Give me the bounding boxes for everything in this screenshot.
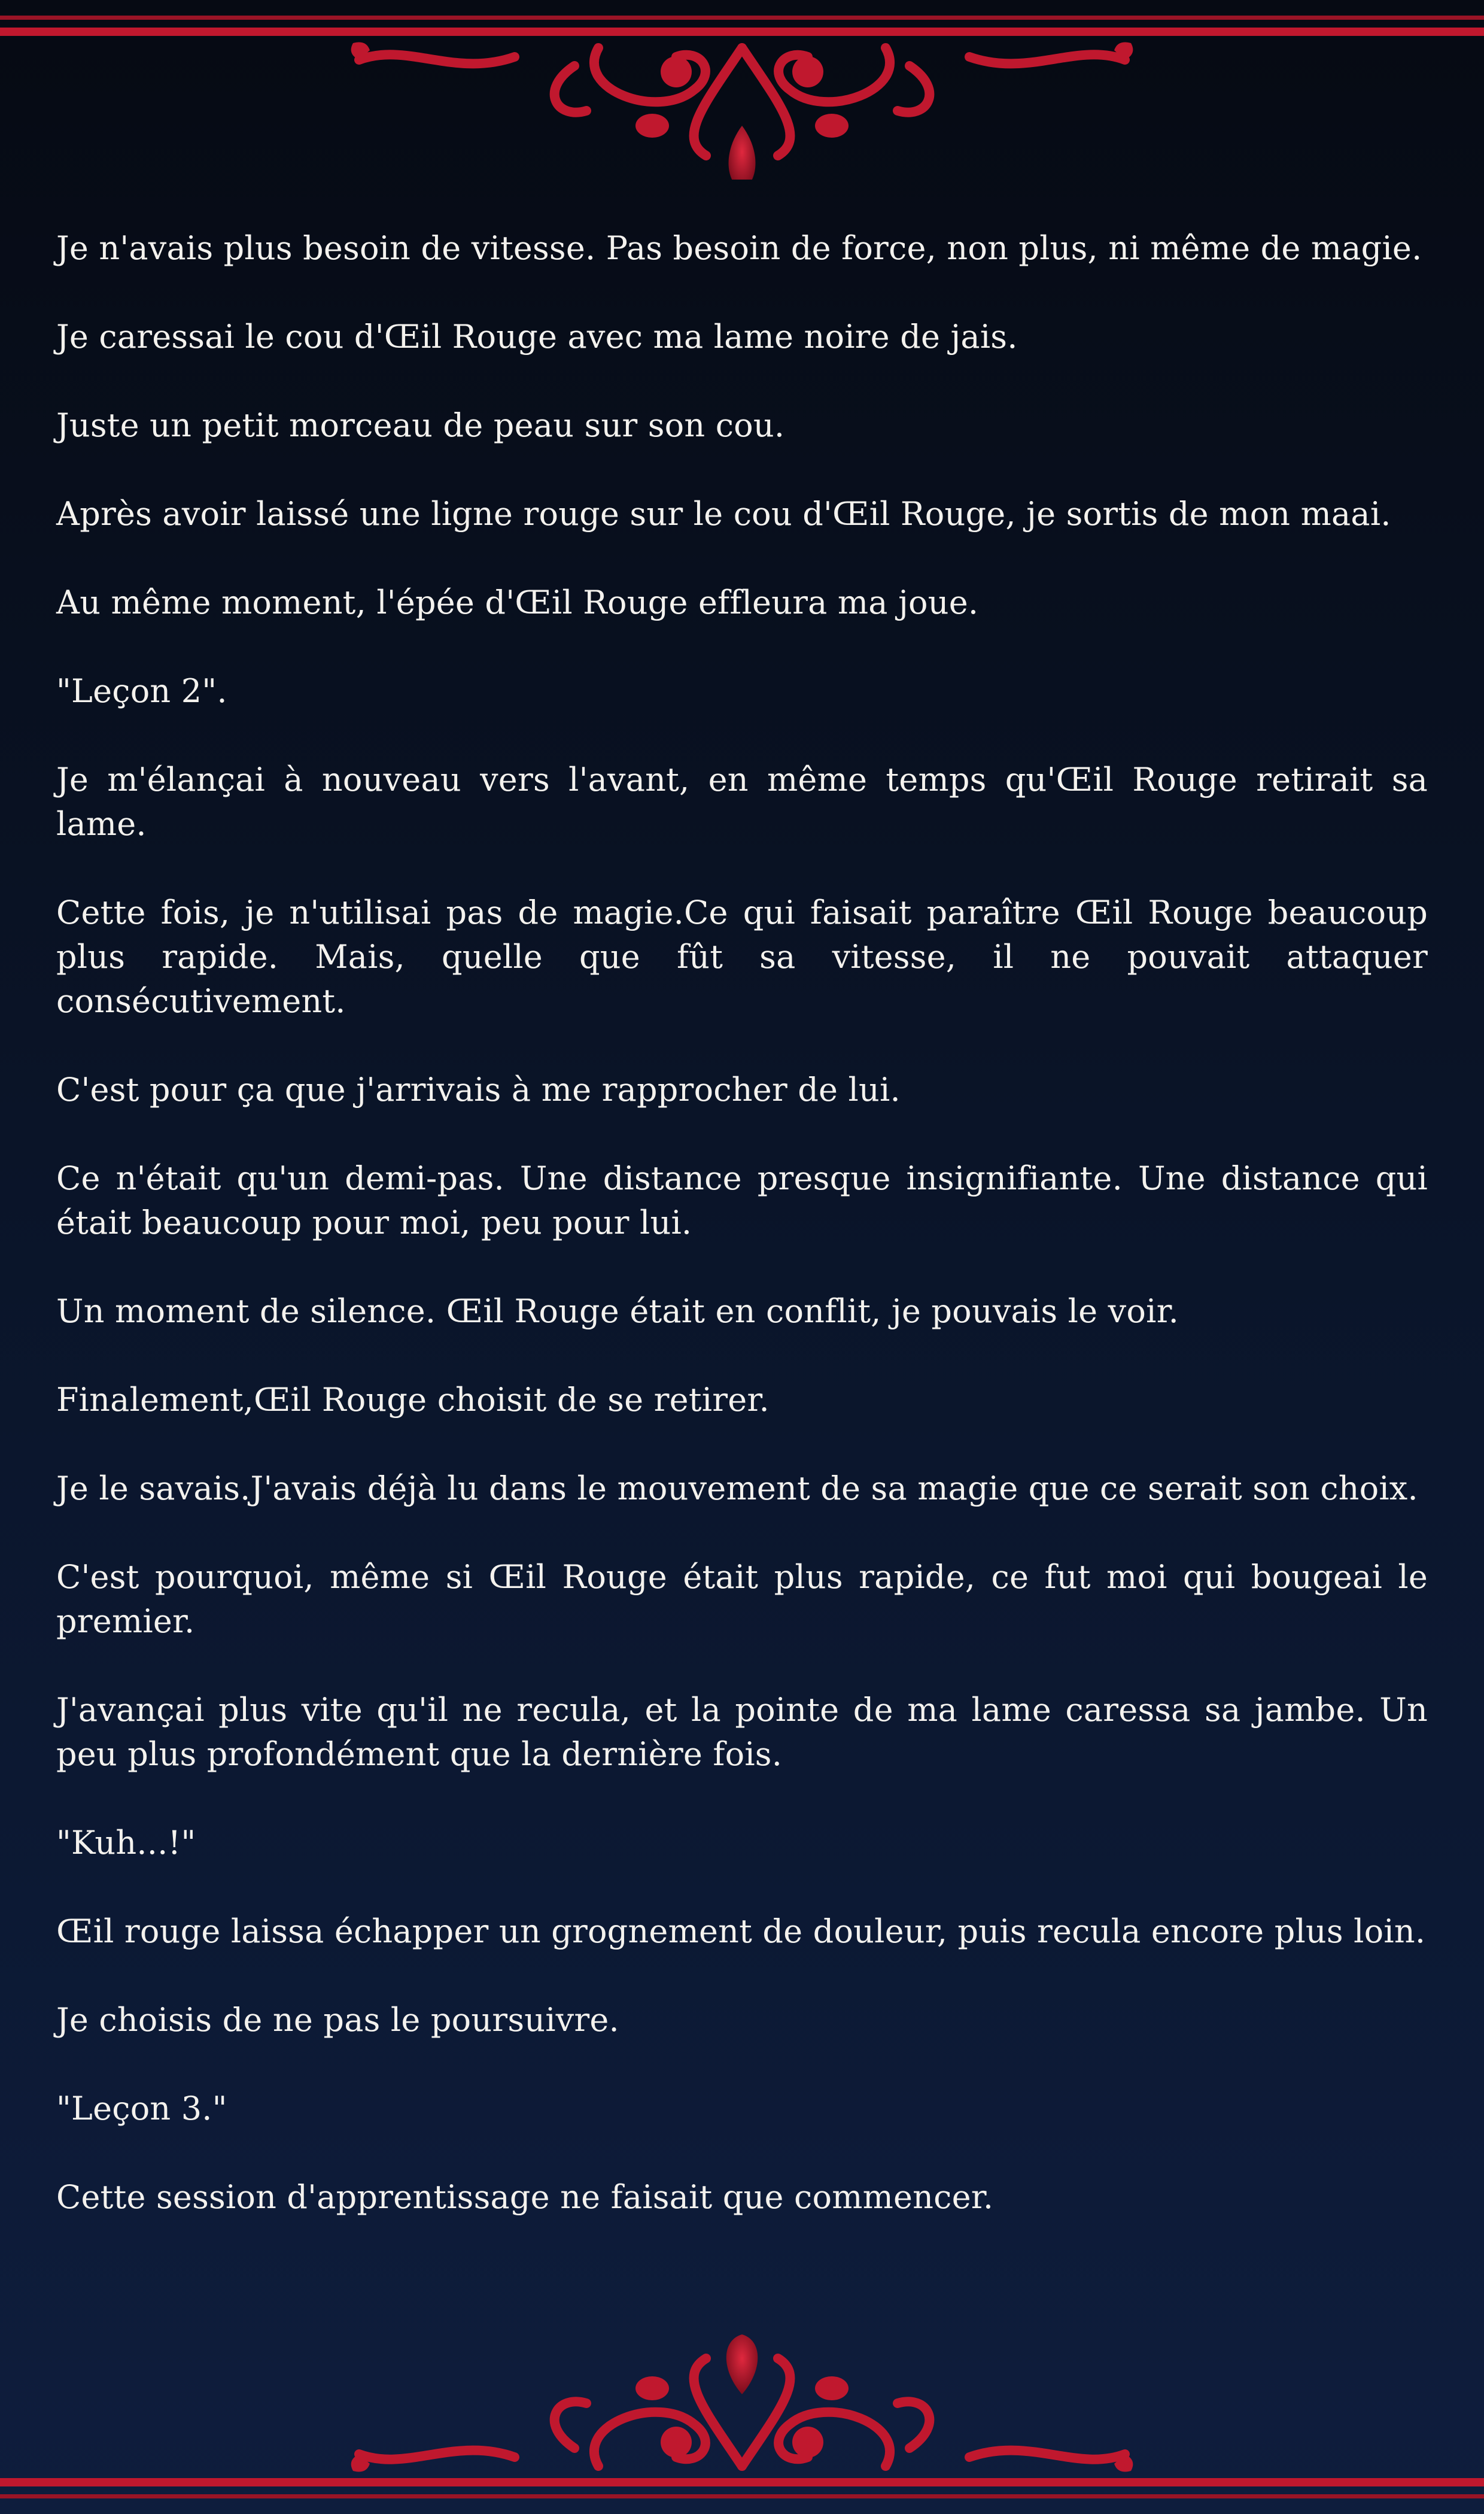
paragraph: Cette session d'apprentissage ne faisait que commencer. [56, 2178, 994, 2216]
top-drop-ornament [729, 126, 756, 180]
top-ornament-band [0, 0, 1484, 180]
story-text [56, 226, 1428, 2264]
paragraph: Un moment de silence. Œil Rouge était en conflit, je pouvais le voir. [56, 1292, 1179, 1330]
paragraph: C'est pour ça que j'arrivais à me rapprocher de lui. [56, 1071, 901, 1109]
paragraph: "Leçon 3." [56, 2090, 227, 2127]
top-border-line-thick [0, 28, 1484, 36]
paragraph: Juste un petit morceau de peau sur son cou. [56, 406, 785, 444]
paragraph: Je le savais.J'avais déjà lu dans le mouvement de sa magie que ce serait son choix. [56, 1469, 1418, 1507]
bottom-border-line-thin [0, 2494, 1484, 2498]
top-ornament [0, 0, 1484, 180]
top-flourish-fills [351, 42, 1133, 138]
paragraph: Je choisis de ne pas le poursuivre. [56, 2001, 619, 2039]
bottom-ornament [0, 2334, 1484, 2514]
paragraph: Je caressai le cou d'Œil Rouge avec ma lame noire de jais. [56, 318, 1018, 356]
paragraph: "Leçon 2". [56, 672, 227, 710]
bottom-drop-ornament [726, 2334, 758, 2394]
bottom-ornament-band [0, 2334, 1484, 2514]
paragraph: Je n'avais plus besoin de vitesse. Pas besoin de force, non plus, ni même de magie. [56, 229, 1422, 267]
bottom-border-line-thick [0, 2478, 1484, 2486]
paragraph: Œil rouge laissa échapper un grognement de douleur, puis recula encore plus loin. [56, 1912, 1426, 1950]
paragraph: "Kuh...!" [56, 1824, 196, 1862]
paragraph: Après avoir laissé une ligne rouge sur le cou d'Œil Rouge, je sortis de mon maai. [56, 495, 1391, 533]
paragraph: C'est pourquoi, même si Œil Rouge était plus rapide, ce fut moi qui bougeai le premier. [56, 1558, 1428, 1640]
paragraph: Je m'élançai à nouveau vers l'avant, en même temps qu'Œil Rouge retirait sa lame. [56, 761, 1428, 843]
paragraph: Au même moment, l'épée d'Œil Rouge effleura ma joue. [56, 584, 979, 621]
paragraph: Cette fois, je n'utilisai pas de magie.Ce qui faisait paraître Œil Rouge beaucoup plus rapide. Mais, quelle que fût sa vitesse, il ne pouvait attaquer consécutivement. [56, 894, 1428, 1020]
paragraph: Finalement,Œil Rouge choisit de se retirer. [56, 1381, 770, 1419]
paragraph: J'avançai plus vite qu'il ne recula, et la pointe de ma lame caressa sa jambe. Un peu plus profondément que la dernière fois. [56, 1691, 1428, 1773]
top-border-line-thin [0, 16, 1484, 20]
paragraph: Ce n'était qu'un demi-pas. Une distance presque insignifiante. Une distance qui était beaucoup pour moi, peu pour lui. [56, 1159, 1428, 1241]
